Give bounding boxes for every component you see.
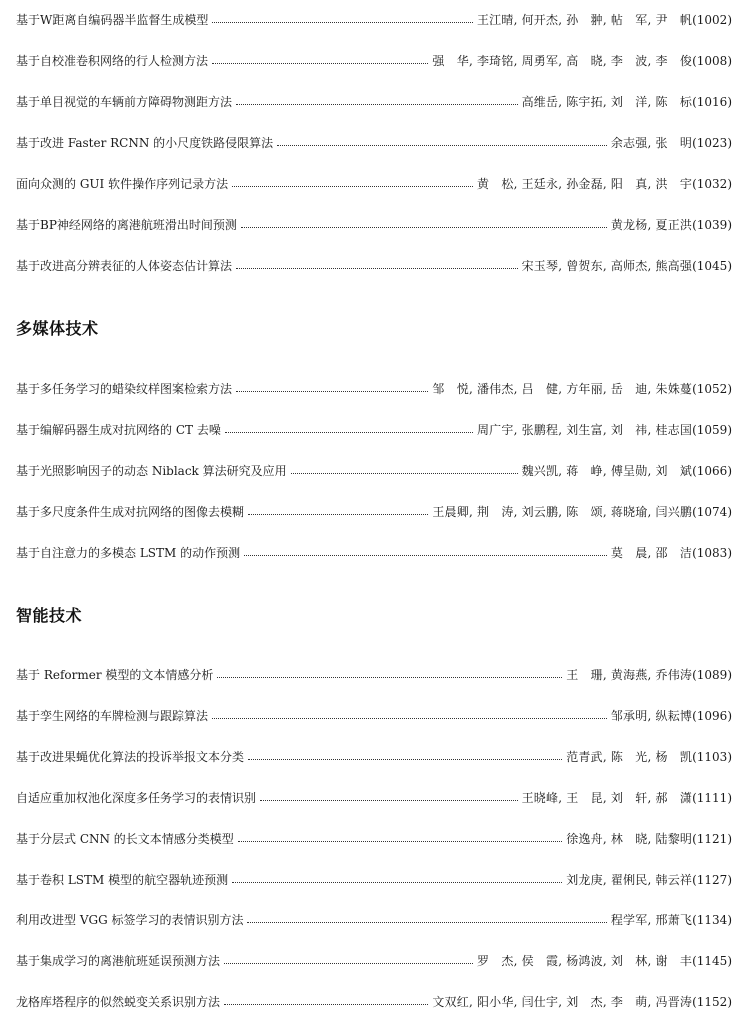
toc-entry[interactable] [16,461,732,481]
dot-leader [212,21,473,23]
toc-entry[interactable] [16,379,732,399]
toc-entry-authors: 王江晴, 何开杰, 孙 翀, 帖 军, 尹 帆 [476,13,693,27]
toc-entry-page: (1103) [692,750,732,764]
toc-entry-authors: 徐逸舟, 林 晓, 陆黎明 [566,832,693,846]
dot-leader [225,431,473,433]
toc-entry-title: 基于集成学习的离港航班延误预测方法 [16,954,221,968]
toc-entry-title: 基于孪生网络的车牌检测与跟踪算法 [16,709,209,723]
toc-entry-page: (1145) [692,954,732,968]
toc-entry-page: (1089) [692,668,732,682]
toc-entry-authors: 王晨卿, 荆 涛, 刘云鹏, 陈 颂, 蒋晓瑜, 闫兴鹏 [432,505,693,519]
toc-entry-page: (1127) [692,873,732,887]
toc-entry-title: 基于分层式 CNN 的长文本情感分类模型 [16,832,234,846]
toc-entry-title: 基于 Reformer 模型的文本情感分析 [16,668,214,682]
toc-entry[interactable] [16,747,732,767]
toc-entry-authors: 罗 杰, 侯 霞, 杨鸿波, 刘 林, 谢 丰 [476,954,693,968]
toc-entry-authors: 宋玉琴, 曾贺东, 高师杰, 熊高强 [521,259,693,273]
toc-entry-page: (1111) [692,791,732,805]
toc-entry-title: 利用改进型 VGG 标签学习的表情识别方法 [16,913,244,927]
toc-entry-title: 基于多任务学习的蜡染纹样图案检索方法 [16,382,233,396]
toc-entry-title: 基于BP神经网络的离港航班滑出时间预测 [16,218,237,232]
toc-entry[interactable] [16,51,732,71]
toc-entry-page: (1023) [692,136,732,150]
toc-entry[interactable] [16,215,732,235]
toc-entry-page: (1083) [692,546,732,560]
dot-leader [236,103,518,105]
dot-leader [224,1003,428,1005]
toc-entry-authors: 邹承明, 纵耘博 [610,709,693,723]
toc-entry-page: (1002) [692,13,732,27]
toc-entry-page: (1066) [692,464,732,478]
toc-entry-title: 基于光照影响因子的动态 Niblack 算法研究及应用 [16,464,287,478]
toc-entry-title: 自适应重加权池化深度多任务学习的表情识别 [16,791,257,805]
toc-entry-page: (1032) [692,177,732,191]
toc-entry-page: (1059) [692,423,732,437]
toc-entry[interactable] [16,174,732,194]
toc-entry[interactable] [16,665,732,685]
toc-entry-title: 基于改进 Faster RCNN 的小尺度铁路侵限算法 [16,136,274,150]
toc-entry-title: 龙格库塔程序的似然蜕变关系识别方法 [16,995,221,1009]
toc-entry-title: 基于W距离自编码器半监督生成模型 [16,13,209,27]
dot-leader [241,226,607,228]
toc-entry-authors: 魏兴凯, 蒋 峥, 傅呈勋, 刘 斌 [521,464,693,478]
toc-entry-authors: 强 华, 李琦铭, 周勇军, 高 晓, 李 波, 李 俊 [432,54,693,68]
toc-entry-authors: 王 珊, 黄海燕, 乔伟涛 [566,668,693,682]
dot-leader [277,144,607,146]
toc-entry-title: 基于编解码器生成对抗网络的 CT 去噪 [16,423,221,437]
dot-leader [212,717,607,719]
toc-entry-authors: 邹 悦, 潘伟杰, 吕 健, 方年丽, 岳 迪, 朱姝蔓 [432,382,693,396]
toc-entry[interactable] [16,870,732,890]
section-heading-intelligent-tech: 智能技术 [16,606,83,625]
toc-entry-authors: 周广宇, 张鹏程, 刘生富, 刘 祎, 桂志国 [476,423,693,437]
toc-entry-authors: 莫 晨, 邵 洁 [610,546,693,560]
toc-entry-authors: 余志强, 张 明 [610,136,693,150]
toc-entry-page: (1074) [692,505,732,519]
toc-entry[interactable] [16,543,732,563]
dot-leader [291,472,518,474]
toc-entry-title: 面向众测的 GUI 软件操作序列记录方法 [16,177,229,191]
toc-entry-title: 基于单目视觉的车辆前方障碍物测距方法 [16,95,233,109]
toc-entry-page: (1008) [692,54,732,68]
toc-entry-title: 基于自校准卷积网络的行人检测方法 [16,54,209,68]
toc-entry-authors: 高维岳, 陈宇拓, 刘 洋, 陈 标 [521,95,693,109]
toc-entry[interactable] [16,992,732,1012]
toc-entry-authors: 范青武, 陈 光, 杨 凯 [566,750,693,764]
toc-entry[interactable] [16,256,732,276]
dot-leader [247,921,606,923]
toc-entry-page: (1045) [692,259,732,273]
toc-entry-title: 基于改进果蝇优化算法的投诉举报文本分类 [16,750,245,764]
dot-leader [217,676,562,678]
toc-entry-title: 基于多尺度条件生成对抗网络的图像去模糊 [16,505,245,519]
section-heading-multimedia: 多媒体技术 [16,319,99,338]
toc-entry-page: (1134) [692,913,732,927]
toc-entry[interactable] [16,420,732,440]
toc-entry[interactable] [16,829,732,849]
dot-leader [236,390,428,392]
dot-leader [260,799,518,801]
toc-entry-title: 基于自注意力的多模态 LSTM 的动作预测 [16,546,241,560]
toc-entry-authors: 刘龙庚, 翟俐民, 韩云祥 [566,873,693,887]
toc-entry-authors: 黄龙杨, 夏正洪 [610,218,693,232]
dot-leader [212,62,428,64]
toc-entry[interactable] [16,92,732,112]
dot-leader [224,962,473,964]
toc-entry-title: 基于改进高分辨表征的人体姿态估计算法 [16,259,233,273]
toc-entry[interactable] [16,502,732,522]
toc-entry-page: (1016) [692,95,732,109]
dot-leader [232,881,562,883]
toc-entry[interactable] [16,788,732,808]
toc-entry[interactable] [16,910,732,930]
toc-entry-page: (1052) [692,382,732,396]
dot-leader [236,267,518,269]
toc-entry-page: (1039) [692,218,732,232]
toc-entry-authors: 程学军, 邢萧飞 [610,913,693,927]
dot-leader [244,554,607,556]
toc-entry[interactable] [16,10,732,30]
dot-leader [238,840,562,842]
toc-entry-page: (1096) [692,709,732,723]
toc-entry-authors: 黄 松, 王廷永, 孙金磊, 阳 真, 洪 宇 [476,177,693,191]
toc-entry-authors: 文双红, 阳小华, 闫仕宇, 刘 杰, 李 萌, 冯晋涛 [432,995,693,1009]
dot-leader [248,513,428,515]
dot-leader [232,185,473,187]
toc-entry-page: (1152) [692,995,732,1009]
dot-leader [248,758,562,760]
toc-entry[interactable] [16,706,732,726]
toc-entry[interactable] [16,133,732,153]
toc-entry-title: 基于卷积 LSTM 模型的航空器轨迹预测 [16,873,229,887]
toc-entry-page: (1121) [692,832,732,846]
toc-entry-authors: 王晓峰, 王 昆, 刘 轩, 郝 潇 [521,791,693,805]
toc-entry[interactable] [16,951,732,971]
